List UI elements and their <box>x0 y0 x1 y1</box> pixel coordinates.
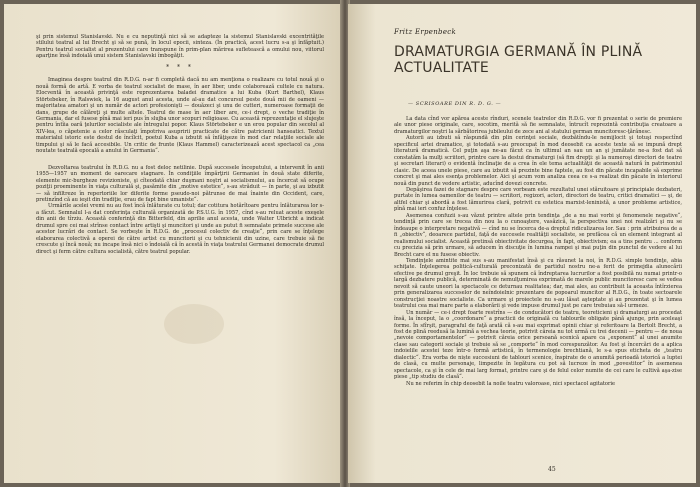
left-page <box>4 4 342 483</box>
article-subtitle: — SCRISOARE DIN R. D. G. — <box>408 101 502 107</box>
left-paragraph-2: Imaginea despre teatrul din R.D.G. n-ar fi completă dacă nu am menţiona o realizare cu totul nouă şi o nouă formă de artă. E vorba de teatrul socialist de mase, în aer liber, unde colaborează cultele cu natura. Elocventă în această privinţă este reprezentarea baladei dramatice a lui Kuba (Kurt Barthel), Klaus Störtebeker, în Ralswiek, la 16 august anul acesta, unde al-au dat concursul peste două mii de oameni — majoritatea amatori şi un număr de actori profesionişti — douăzeci şi unu de cutteri, numeroase formaţii de dans, grupe de călăreţi şi multe altele. Teatrul de mase în aer liber are, ce-i drept, o veche tradiţie în Germania, dar el fusese pînă mai ieri pus în slujba unor scopuri religioase. Cu această reprezentaţie el slujeşte pentru întîia oară ţelurilor socialiste ale întregului popor. Klaus Störtebeker e un erou popular din secolul al XIV-lea, o căpetenie a celor răsculaţi împotriva asupririi practicate de către patricienii hanseatici. Textul materialul istoric este destul de încîlcit, poetul Kuba a izbutit să înfăţişeze în mod clar relaţiile sociale ale timpului şi să le facă accesibile. Un critic de frunte (Klaus Hammel) caracterizează acest spectacol ca „cea noutate teatrală epocală a anului în Germania“. <box>36 77 324 155</box>
article-author: Fritz Erpenbeck <box>394 28 457 36</box>
right-paragraph-5: Tendinţele amintite mai sus s-au manifestat însă şi cu răsunet la noi, în R.D.G. simple tendinţe, abia schiţate. Înţelegerea politică-culturală preconizată de partidul nostru ne-a ferit de primejdia alunecării efective pe drumul greşit. În loc trebuie să spunem că îndreptarea lucrurilor a fost posibilă nu numai printr-o largă dezbatere publică, determinată de nemulţumirea exprimată de marele public muncitoresc care se vedea nevoit să caute uneori la spectacole ce deturnau realitatea; dar, mai ales, au contribuit la aceasta întîrzierea prin generalizarea succeselor de neîndoielnic prezentare de popoarul muncitor al R.D.G., în toate sectoarele construcţiei noastre socialiste. Ca urmare şi proiectele nu s-au lăsat aşteptate şi au prezentat şi în lumea teatrului cea mai mare parte a elaborării şi vede impuse drumul just pe care trebuiau să-l urmeze. <box>394 257 682 310</box>
right-paragraph-3: Depăşirea fazei de stagnare despre care vorbeam este rezultatul unei stăruitoare şi principiale dezbateri, purtate în lumea oamenilor de teatru — scriitori, regizori, actori, directori de teatru, critici dramatici — şi, de altfel chiar şi abordă a fost lămurirea clară, potrivit cu estetica marxist-leninistă, a unor probleme artistice, pînă mai ieri confuz înţelese. <box>394 186 682 213</box>
right-page <box>348 4 696 483</box>
right-paragraph-1: La data cînd vor apărea aceste rînduri, scenele teatrelor din R.D.G. vor fi prezentat o serie de premiere ale unor piese originale, care, socotim, meritǎ să fie semnalate, întrucît reprezintă contribuţia creatoare a dramaturgilor noştri la sărbătorirea jubileului de zece ani al statului german muncitoresc-ţărănesc. <box>394 116 682 135</box>
right-text-column <box>394 116 682 387</box>
left-paragraph-1: şi prin sistemul Stanislavski. Nu e cu neputinţă nici să se adapteze la sistemul Stanislavski excentrităţile stilului teatral al lui Brecht şi să se pună, în locul epocii, sinteza. (În practică, acest lucru s-a şi înfăptuit.) Pentru teatrul socialist al prezentului care transpune în prim-plan mărirea sufletească a omului nou, viitorul aparţine însă indoială unui sistem Stanislavski îmbogăţit. <box>36 34 324 60</box>
article-title: DRAMATURGIA GERMANĂ ÎN PLINĂ ACTUALITATE <box>394 44 643 76</box>
left-paragraph-4: Urmările acelei vremi nu au fost încă înlăturate cu totul; dar cotitura hotărîtoare pentru înlăturarea lor s-a făcut. Semnalul l-a dat conferinţa culturală organizată de P.S.U.G. în 1957, cînd s-au reluat aceste exeşele din anii de tîrziu. Această conferinţă din Bitterfeld, din aprilie anul acesta, unde Walter Ulbricht a indicat drumul spre cei mai strînse contact între artişti şi muncitori şi unde au putut fi semnalate primele succese ale acestor lucrări de contact. Se vorbeşte în R.D.G. de „procesul colectiv de creaţie“, prin care se înţelege elaborarea colectivă a operei de către artist cu muncitorii şi cu tehnicienii din uzine, care trebuie să fie crescute şi încă nouă; nu incape însă nici o îndoială că în acestă în viaţa teatrului Germanei democrate drumul direct şi ferm către cultura socialistă, către teatrul popular. <box>36 203 324 255</box>
page-number: 45 <box>548 466 556 473</box>
left-paragraph-3: Dezvoltarea teatrului în R.D.G. nu a fost deloc netilinie. După succesele începutului, a intervenit în anii 1955—1957 un moment de oarecare stagnare. În condiţiile împărţirii Germaniei în două state diferite, elemente mic-burgheze revizioniste, şi cîteodată chiar duşmani noştri ai socialismului, au încercat să ocupe poziţii proeminente în viaţa culturală şi, pasămite din „motive estetice“, s-au străduit — în parte, şi au izbutit — să infiltreze în repertoriile lor diferite forme pseudo-noi pătrunse de mai înainte din Occident, care, pretinzînd că au ieşit din tradiţie, erau de fapt bine umaniste“. <box>36 164 324 203</box>
right-paragraph-4: Asemenea confuzii s-au văzut printre altele prin tendinţa „de a nu mai vorbi şi fenomenele negative“, tendinţă prin care se trecea din nou la o cunoaştere, vasăzică, la perspectiva unei noi realizări şi nu se îndeaupe o interpretare negativă — cînd nu se încerca de-a dreptul ridiculizarea lor. Sau : prin atribuirea de a fi „obiectiv“, deoarece partidul, faţă de succesele realităţii socialiste, se prefăcea că un element integrant al realismului socialist. Această pretinsă obiectivitate decurgea, în fapt, obiectivism; ea a tins pentru ... conform cu precizia să prin urmare, să aducem în discuţie în lumina rampei şi mai puţin din punctul de vedere al lui Brecht care el nu fusese obiectiv. <box>394 212 682 258</box>
right-paragraph-7: Nu ne referim în chip deosebit la noile teatru valoroase, nici spectacol agitatorie <box>406 380 616 387</box>
right-paragraph-6: Un număr — ce-i drept foarte restrîns — de conducători de teatru, teoreticieni şi dramaturgi au procedat însă, la început, la o „coordonare“ a practicii de originală cu tablourile obligate până ajunge, prin aceleaşi forme. În sfîrşit, paragraful de faţă arată că s-au mai exprimat opinii chiar şi referitoare la Bertolt Brecht, a fost de plină reedusă la lumină a vechea teorie, potrivit căreia nu tot urmă cu trei decenii — pentru — de noua „nevoie comportamentelor“ — potrivit căreia orice persoană scenică apare ca „exponent“ al unei anumite clase sau categorii sociale şi trebuie să se „comporte“ în mod corespunzător. Au fost şi încercări de a aplica indoielile acestei teze într-o formă artistică, în termenologie brechtiană, le s-a spus eticheta de „teatru dialectic“. Era vorba de niște succesiuni de tablouri scenice, înspirate de o anumită perioadă istorică a luptei de clasă, cu multe personaje, limpezite în legătura cu pot să lucreze în mod „povestitor“ în asemenea spectacole, ca şi în cele de mai larg format, printre care şi de felul celor numite de cei care le cultivă aşa-zise piese „tip studiu de clasă“. <box>394 309 682 381</box>
section-separator: * * * <box>166 63 194 71</box>
paper-stain <box>164 304 224 344</box>
right-paragraph-2: Autorii au izbuti să răspundă din plin cerinţei sociale, dezbătîndu-le nemijlocit şi totuşi respectînd specificul artei dramatice, şi totodată s-au preocupat în mod deosebit ca aceste texte să se impună drept literatură dramatică. Cel puţin aşa ne-au făcut ca în ultimul an sau un an şi jumătate ne-a fost dat să constatăm la mulţi scriitori, printre care la destui dramaturgi (să fim drepţi: şi la numeroşi directori de teatre şi secretari literari) o evidentă înclinaţie de a crea în ele tema actualităţii de această natură în patrimoniul clasic. De aceea unele piese, care au izbutit să prezinte bine faptele, au fost din păcate incapabile să exprime concret şi mai ales esenţa problemelor. Aici şi acum vom analiza ceea ce s-a realizat din păcate în interiorul nouă din punct de vedere artistic, aducînd dovezi concrete. <box>394 135 682 187</box>
left-text-column <box>36 34 324 255</box>
